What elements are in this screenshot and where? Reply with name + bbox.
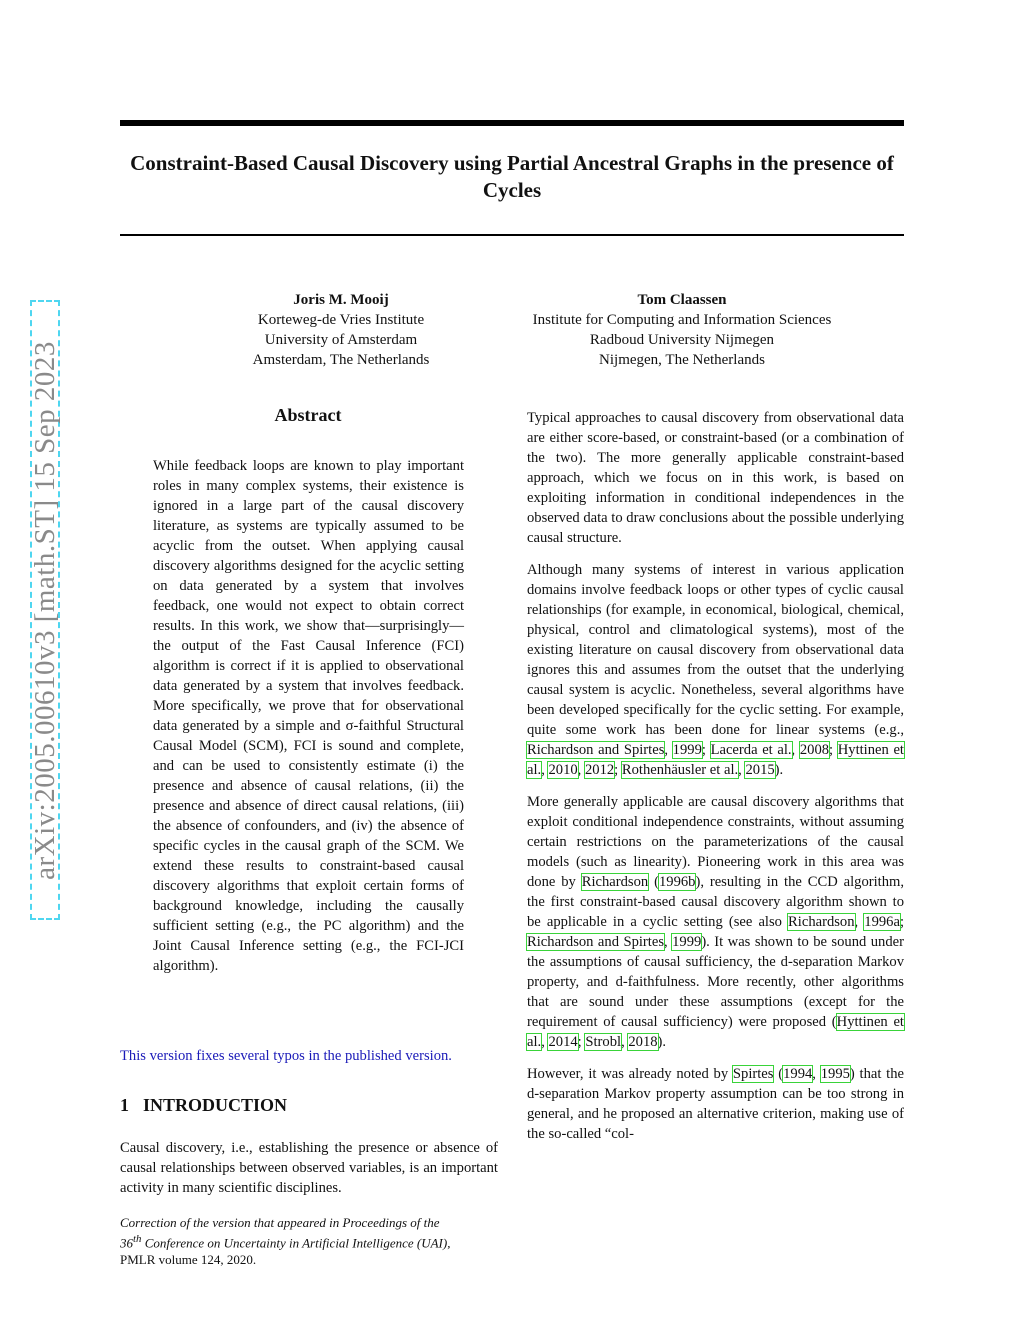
citation-link[interactable]: 1996b <box>658 874 696 890</box>
footnote-superscript: th <box>133 1233 142 1245</box>
footnote-line-1: Correction of the version that appeared in Proceedings of the <box>120 1215 440 1230</box>
title-bottom-rule <box>120 234 904 236</box>
version-note: This version fixes several typos in the published version. <box>120 1048 452 1064</box>
arxiv-identifier: arXiv:2005.00610v3 [math.ST] 15 Sep 2023 <box>28 340 61 880</box>
section-heading <box>120 1095 287 1116</box>
text-run: ), resulting in the CCD algorithm, the first constraint-based causal discovery algorithm shown to be applicable in a cyclic setting (see also <box>527 874 905 930</box>
author-affiliation: Korteweg-de Vries Institute <box>257 312 425 328</box>
text-run: , <box>738 762 746 778</box>
right-column <box>527 408 904 1156</box>
text-run: , <box>854 914 865 930</box>
text-run: , <box>812 1066 821 1082</box>
text-run: , <box>577 762 585 778</box>
text-run: , <box>621 1034 629 1050</box>
section-title: INTRODUCTION <box>143 1095 288 1115</box>
citation-link[interactable]: Spirtes <box>732 1066 774 1082</box>
text-run: ). <box>774 762 784 778</box>
citation-link[interactable]: Rothenhäusler et al. <box>621 762 739 778</box>
paragraph-spirtes <box>527 1064 904 1144</box>
text-run: ; <box>829 742 838 758</box>
footnote-ordinal: 36 <box>120 1235 133 1251</box>
citation-link[interactable]: Richardson and Spirtes <box>527 742 665 758</box>
author-name: Tom Claassen <box>637 292 727 308</box>
section-number: 1 <box>120 1095 129 1115</box>
citation-link[interactable]: 1994 <box>783 1066 813 1082</box>
author-block-2 <box>500 290 864 370</box>
author-block-1 <box>200 290 482 370</box>
author-name: Joris M. Mooij <box>293 292 389 308</box>
abstract-heading: Abstract <box>274 405 342 425</box>
footnote-line-2: Conference on Uncertainty in Artificial Intelligence (UAI), <box>141 1235 451 1251</box>
citation-link[interactable]: 1999 <box>672 742 702 758</box>
citation-link[interactable]: Hyttinen et al. <box>527 742 904 778</box>
text-run: ). <box>657 1034 667 1050</box>
text-run: ( <box>648 874 659 890</box>
text-run: Although many systems of interest in various application domains involve feedback loops or other types of cyclic causal relationships (for example, in economical, biological, chemical, physical, control and climatological systems), most of the existing literature on causal discovery from observational data ignores this and assumes from the outset that the underlying causal system is acyclic. Nonetheless, several algorithms have been developed specifically for the cyclic setting. For example, quite some work has been done for linear systems (e.g., <box>527 562 904 738</box>
title-top-rule <box>120 120 904 126</box>
citation-link[interactable]: Lacerda et al. <box>710 742 792 758</box>
citation-link[interactable]: 2018 <box>628 1034 658 1050</box>
citation-link[interactable]: 2015 <box>745 762 775 778</box>
footnote-line-3: PMLR volume 124, 2020. <box>120 1252 257 1268</box>
citation-link[interactable]: Richardson <box>788 914 855 930</box>
text-run: , <box>791 742 800 758</box>
text-run: , <box>664 742 673 758</box>
citation-link[interactable]: 1995 <box>820 1066 850 1082</box>
author-affiliation: Institute for Computing and Information Sciences <box>532 312 832 328</box>
citation-link[interactable]: Richardson <box>581 874 649 890</box>
arxiv-stamp[interactable] <box>22 300 68 920</box>
text-run: , <box>664 934 673 950</box>
paragraph-typical-approaches: Typical approaches to causal discovery from observational data are either score-based, or constraint-based (or a combination of the two). The more generally applicable constraint-based approach, which we focus on in this work, is based on exploiting information in conditional independences in the observed data to draw conclusions about the possible underlying causal structure. <box>527 410 904 546</box>
citation-link[interactable]: 2010 <box>548 762 578 778</box>
text-run: ( <box>773 1066 784 1082</box>
text-run: ; <box>899 914 905 930</box>
citation-link[interactable]: 2014 <box>548 1034 578 1050</box>
paper-title: Constraint-Based Causal Discovery using Partial Ancestral Graphs in the presence of Cycles <box>130 151 894 202</box>
paragraph-general-algorithms <box>527 792 904 1052</box>
text-run: ). It was shown to be sound under the assumptions of causal sufficiency, the d-separation Markov property, and d-faithfulness. More recently, other algorithms that are sound under these assumptions (except for the requirement of causal sufficiency) were proposed ( <box>527 934 904 1030</box>
citation-link[interactable]: 1999 <box>672 934 702 950</box>
citation-link[interactable]: 2008 <box>799 742 830 758</box>
text-run: More generally applicable are causal discovery algorithms that exploit conditional independence constraints, without assuming certain restrictions on the parameterizations of the causal models (such as linearity). Pioneering work in this area was done by <box>527 794 904 890</box>
citation-link[interactable]: 2012 <box>584 762 615 778</box>
citation-link[interactable]: Strobl <box>585 1034 622 1050</box>
citation-link[interactable]: Richardson and Spirtes <box>527 934 665 950</box>
text-run: ; <box>577 1034 586 1050</box>
citation-link[interactable]: 1996a <box>864 914 900 930</box>
text-run: , <box>541 762 549 778</box>
abstract-text: While feedback loops are known to play important roles in many complex systems, their existence is ignored in a large part of the causal discovery literature, as systems are typically assumed to be acyclic from the outset. When applying causal discovery algorithms designed for the acyclic setting on data generated by a system that involves feedback, one would not expect to obtain correct results. In this work, we show that—surprisingly—the output of the Fast Causal Inference (FCI) algorithm is correct if it is applied to observational data generated by a system that involves feedback. More specifically, we prove that for observational data generated by a simple and σ-faithful Structural Causal Model (SCM), FCI is sound and complete, and can be used to consistently estimate (i) the presence and absence of causal relations, (ii) the presence and absence of direct causal relations, (iii) the absence of confounders, and (iv) the absence of specific cycles in the causal graph of the SCM. We extend these results to constraint-based causal discovery algorithms that exploit certain forms of background knowledge, including the causally sufficient setting (e.g., the PC algorithm) and the Joint Causal Inference setting (e.g., the FCI-JCI algorithm). <box>153 458 464 974</box>
text-run: ; <box>701 742 711 758</box>
author-affiliation: Radboud University Nijmegen <box>589 332 775 348</box>
citation-link[interactable]: Hyttinen et al. <box>527 1014 904 1050</box>
text-run: , <box>541 1034 549 1050</box>
author-affiliation: University of Amsterdam <box>264 332 418 348</box>
author-affiliation: Amsterdam, The Netherlands <box>252 352 430 368</box>
intro-paragraph-left: Causal discovery, i.e., establishing the presence or absence of causal relationships between observed variables, is an important activity in many scientific disciplines. <box>120 1140 498 1196</box>
text-run: However, it was already noted by <box>527 1066 733 1082</box>
text-run: ) that the d-separation Markov property assumption can be too strong in general, and he proposed an alternative criterion, making use of the so-called “col- <box>527 1066 905 1142</box>
author-affiliation: Nijmegen, The Netherlands <box>599 352 765 368</box>
text-run: ; <box>614 762 622 778</box>
paragraph-cyclic-systems <box>527 560 904 780</box>
footnote <box>120 1214 498 1268</box>
